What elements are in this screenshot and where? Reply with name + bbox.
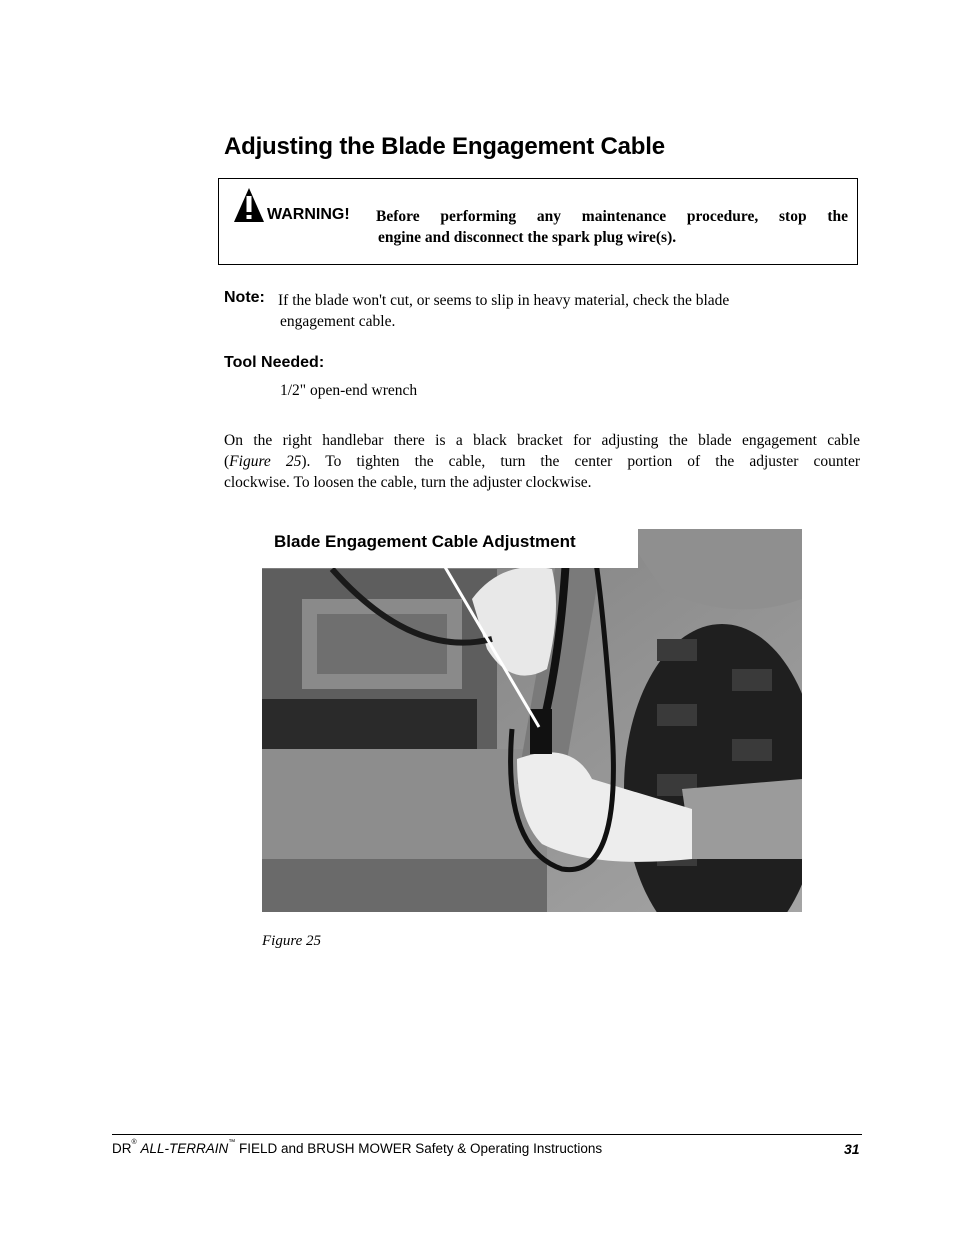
warning-text-line1: Before performing any maintenance procedure, stop the (376, 208, 848, 225)
paragraph-line3: clockwise. To loosen the cable, turn the adjuster clockwise. (224, 474, 592, 491)
note-text-line2: engagement cable. (280, 313, 396, 330)
warning-label: WARNING! (267, 206, 350, 223)
figure-reference: Figure 25 (229, 453, 302, 470)
figure-caption: Figure 25 (262, 933, 322, 949)
tool-needed-label: Tool Needed: (224, 354, 325, 371)
note-label: Note: (224, 289, 265, 306)
warning-box (218, 178, 858, 265)
warning-triangle-icon (233, 187, 265, 223)
figure-photo (262, 529, 802, 912)
footer-divider (112, 1134, 862, 1135)
tool-needed-value: 1/2" open-end wrench (280, 382, 418, 399)
mower-handlebar-photo (262, 529, 802, 912)
paragraph-line2: (Figure 25). To tighten the cable, turn the center portion of the adjuster counter (224, 453, 860, 470)
page-title: Adjusting the Blade Engagement Cable (224, 133, 665, 160)
instruction-paragraph (224, 430, 860, 493)
figure-callout-label: Blade Engagement Cable Adjustment (274, 532, 576, 551)
footer-title: DR® ALL-TERRAIN™ FIELD and BRUSH MOWER Safety & Operating Instructions (112, 1139, 603, 1156)
page-number: 31 (844, 1141, 860, 1157)
paragraph-line1: On the right handlebar there is a black bracket for adjusting the blade engagement cable (224, 432, 860, 449)
warning-text-line2: engine and disconnect the spark plug wire(s). (378, 229, 677, 246)
note-text-line1: If the blade won't cut, or seems to slip in heavy material, check the blade (278, 292, 730, 309)
